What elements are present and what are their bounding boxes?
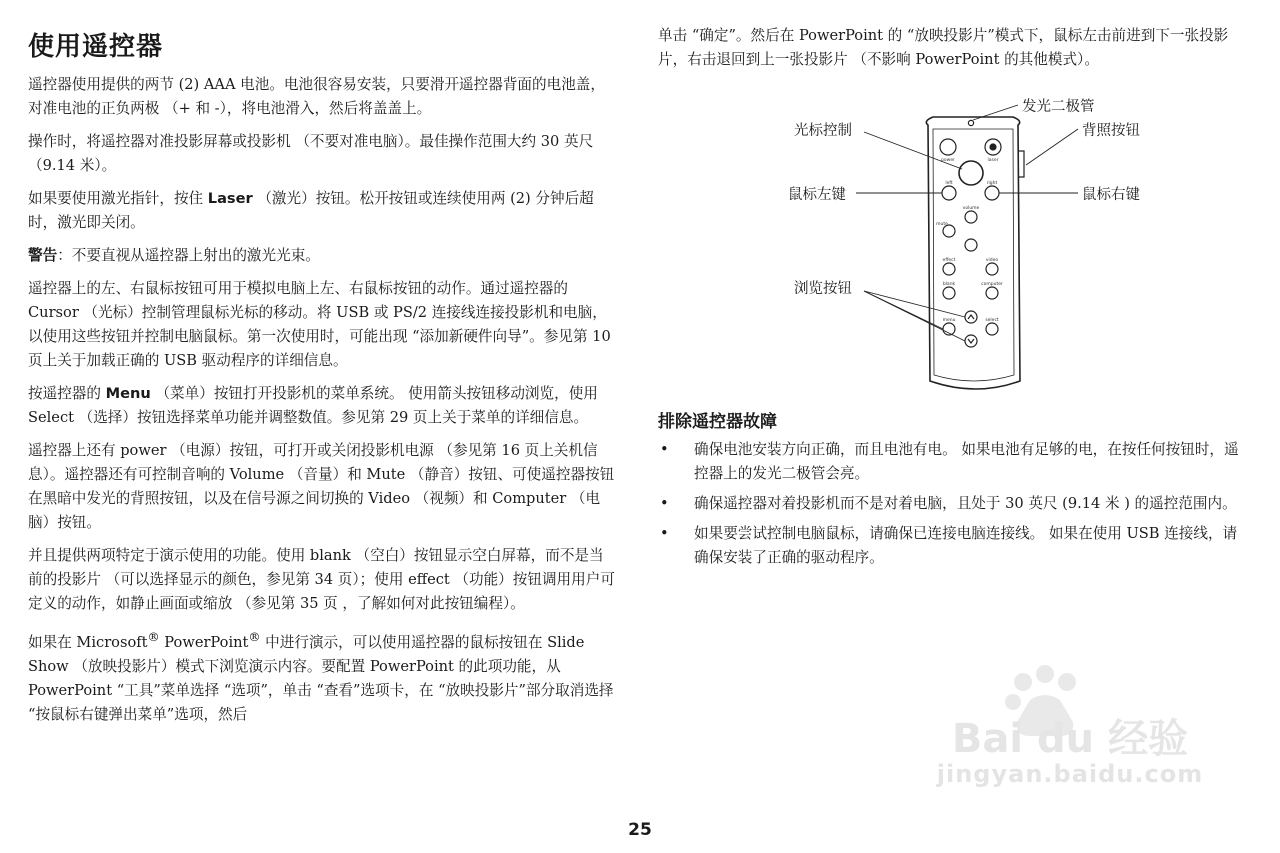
volume-down-button xyxy=(965,239,977,251)
laser-paragraph: 如果要使用激光指针，按住 Laser （激光）按钮。松开按钮或连续使用两 (2) 分钟后超时，激光即关闭。 xyxy=(28,190,594,231)
right-label: right xyxy=(986,181,998,186)
list-item: • 确保电池安装方向正确，而且电池有电。 如果电池有足够的电，在按任何按钮时，遥控器上的发光二极管会亮。 xyxy=(658,438,1250,486)
backlight-leader xyxy=(1026,129,1078,165)
left-click-callout: 鼠标左键 xyxy=(788,187,846,203)
troubleshoot-heading: 排除遥控器故障 xyxy=(658,412,777,432)
blank-button xyxy=(943,287,955,299)
right-column xyxy=(658,0,1250,576)
mute-label: mute xyxy=(936,222,948,227)
menu-bold: Menu xyxy=(105,385,151,402)
backlight-callout: 背照按钮 xyxy=(1082,123,1140,139)
warning-label: 警告 xyxy=(28,247,58,264)
power-paragraph: 遥控器上还有 power （电源）按钮，可打开或关闭投影机电源 （参见第 16 页上关机信息）。遥控器还有可控制音响的 Volume （音量）和 Mute （静音）按钮、可使遥控器按钮在黑暗中发光的背照按钮，以及在信号源之间切换的 Video （视频）和 Computer （电脑）按钮。 xyxy=(28,442,615,531)
menu-label: menu xyxy=(942,318,956,323)
led-callout: 发光二极管 xyxy=(1022,99,1095,115)
navigation-callout: 浏览按钮 xyxy=(794,281,852,297)
down-arrow-button xyxy=(965,335,977,347)
left-click-button xyxy=(942,186,956,200)
video-button xyxy=(986,263,998,275)
remote-diagram xyxy=(658,81,1250,401)
led-icon xyxy=(968,120,973,125)
mouse-buttons-paragraph: 遥控器上的左、右鼠标按钮可用于模拟电脑上左、右鼠标按钮的动作。通过遥控器的 Cursor （光标）控制管理鼠标光标的移动。将 USB 或 PS/2 连接线连接投影机和电脑，以使用这些按钮并控制电脑鼠标。第一次使用时，可能出现 “添加新硬件向导”。参见第 10 页上关于加载正确的 USB 驱动程序的详细信息。 xyxy=(28,280,611,369)
up-arrow-button xyxy=(965,311,977,323)
left-label: left xyxy=(945,181,953,186)
right-click-callout: 鼠标右键 xyxy=(1082,187,1140,203)
computer-label: computer xyxy=(981,282,1003,287)
watermark-logo-text: Bai du 经验 xyxy=(951,716,1189,760)
effect-button xyxy=(943,263,955,275)
bullet-icon: • xyxy=(660,525,669,542)
remote-illustration xyxy=(658,81,1250,401)
blank-label: blank xyxy=(942,282,956,287)
nav-leader-1 xyxy=(864,291,965,317)
cursor-control xyxy=(959,161,983,185)
battery-paragraph: 遥控器使用提供的两节 (2) AAA 电池。电池很容易安装，只要滑开遥控器背面的电池盖，对准电池的正负两极 （+ 和 -），将电池滑入，然后将盖盖上。 xyxy=(28,76,605,117)
page-number: 25 xyxy=(628,820,652,840)
laser-bold: Laser xyxy=(207,190,253,207)
baidu-logo-icon xyxy=(905,660,1235,760)
power-button xyxy=(940,139,956,155)
list-item: • 如果要尝试控制电脑鼠标，请确保已连接电脑连接线。 如果在使用 USB 连接线，请确保安装了正确的驱动程序。 xyxy=(658,522,1250,570)
volume-up-button xyxy=(965,211,977,223)
backlight-side-button xyxy=(1019,151,1024,177)
troubleshoot-list xyxy=(658,438,1250,570)
computer-button xyxy=(986,287,998,299)
menu-paragraph: 按遥控器的 Menu （菜单）按钮打开投影机的菜单系统。 使用箭头按钮移动浏览，使用 Select （选择）按钮选择菜单功能并调整数值。参见第 29 页上关于菜单的详细信息。 xyxy=(28,385,598,426)
list-item: • 确保遥控器对着投影机而不是对着电脑，且处于 30 英尺 (9.14 米 ) 的遥控范围内。 xyxy=(658,492,1250,516)
power-label: power xyxy=(941,158,955,163)
right-click-button xyxy=(985,186,999,200)
watermark-url: jingyan.baidu.com xyxy=(936,760,1204,788)
remote-inner-outline xyxy=(933,129,1014,381)
select-button xyxy=(986,323,998,335)
presentation-paragraph: 并且提供两项特定于演示使用的功能。使用 blank （空白）按钮显示空白屏幕，而不是当前的投影片 （可以选择显示的颜色，参见第 34 页）；使用 effect （功能）按钮调用用户可定义的动作，如静止画面或缩放 （参见第 35 页 ，了解如何对此按钮编程）。 xyxy=(28,547,615,612)
page-title: 使用遥控器 xyxy=(28,32,164,62)
operation-paragraph: 操作时，将遥控器对准投影屏幕或投影机 （不要对准电脑）。最佳操作范围大约 30 英尺 （9.14 米）。 xyxy=(28,133,594,174)
video-label: video xyxy=(985,258,999,263)
powerpoint-paragraph: 如果在 Microsoft® PowerPoint® 中进行演示，可以使用遥控器的鼠标按钮在 Slide Show （放映投影片）模式下浏览演示内容。要配置 PowerPoint 的此项功能，从 PowerPoint “工具”菜单选择 “选项”，单击 “查看”选项卡，在 “放映投影片”部分取消选择 “按鼠标右键弹出菜单”选项，然后 xyxy=(28,630,614,723)
bullet-icon: • xyxy=(660,495,669,512)
volume-label: volume xyxy=(962,206,980,211)
left-column xyxy=(28,0,618,736)
bullet-icon: • xyxy=(660,441,669,458)
baidu-watermark xyxy=(905,660,1235,800)
effect-label: effect xyxy=(942,258,956,263)
cursor-callout: 光标控制 xyxy=(794,123,852,139)
cursor-leader xyxy=(864,132,962,169)
warning-paragraph: 警告：不要直视从遥控器上射出的激光光束。 xyxy=(28,247,320,264)
laser-label: laser xyxy=(987,158,999,163)
select-label: select xyxy=(985,318,999,323)
continuation-paragraph: 单击 “确定”。然后在 PowerPoint 的 “放映投影片”模式下，鼠标左击前进到下一张投影片，右击退回到上一张投影片 （不影响 PowerPoint 的其他模式）。 xyxy=(658,27,1229,68)
